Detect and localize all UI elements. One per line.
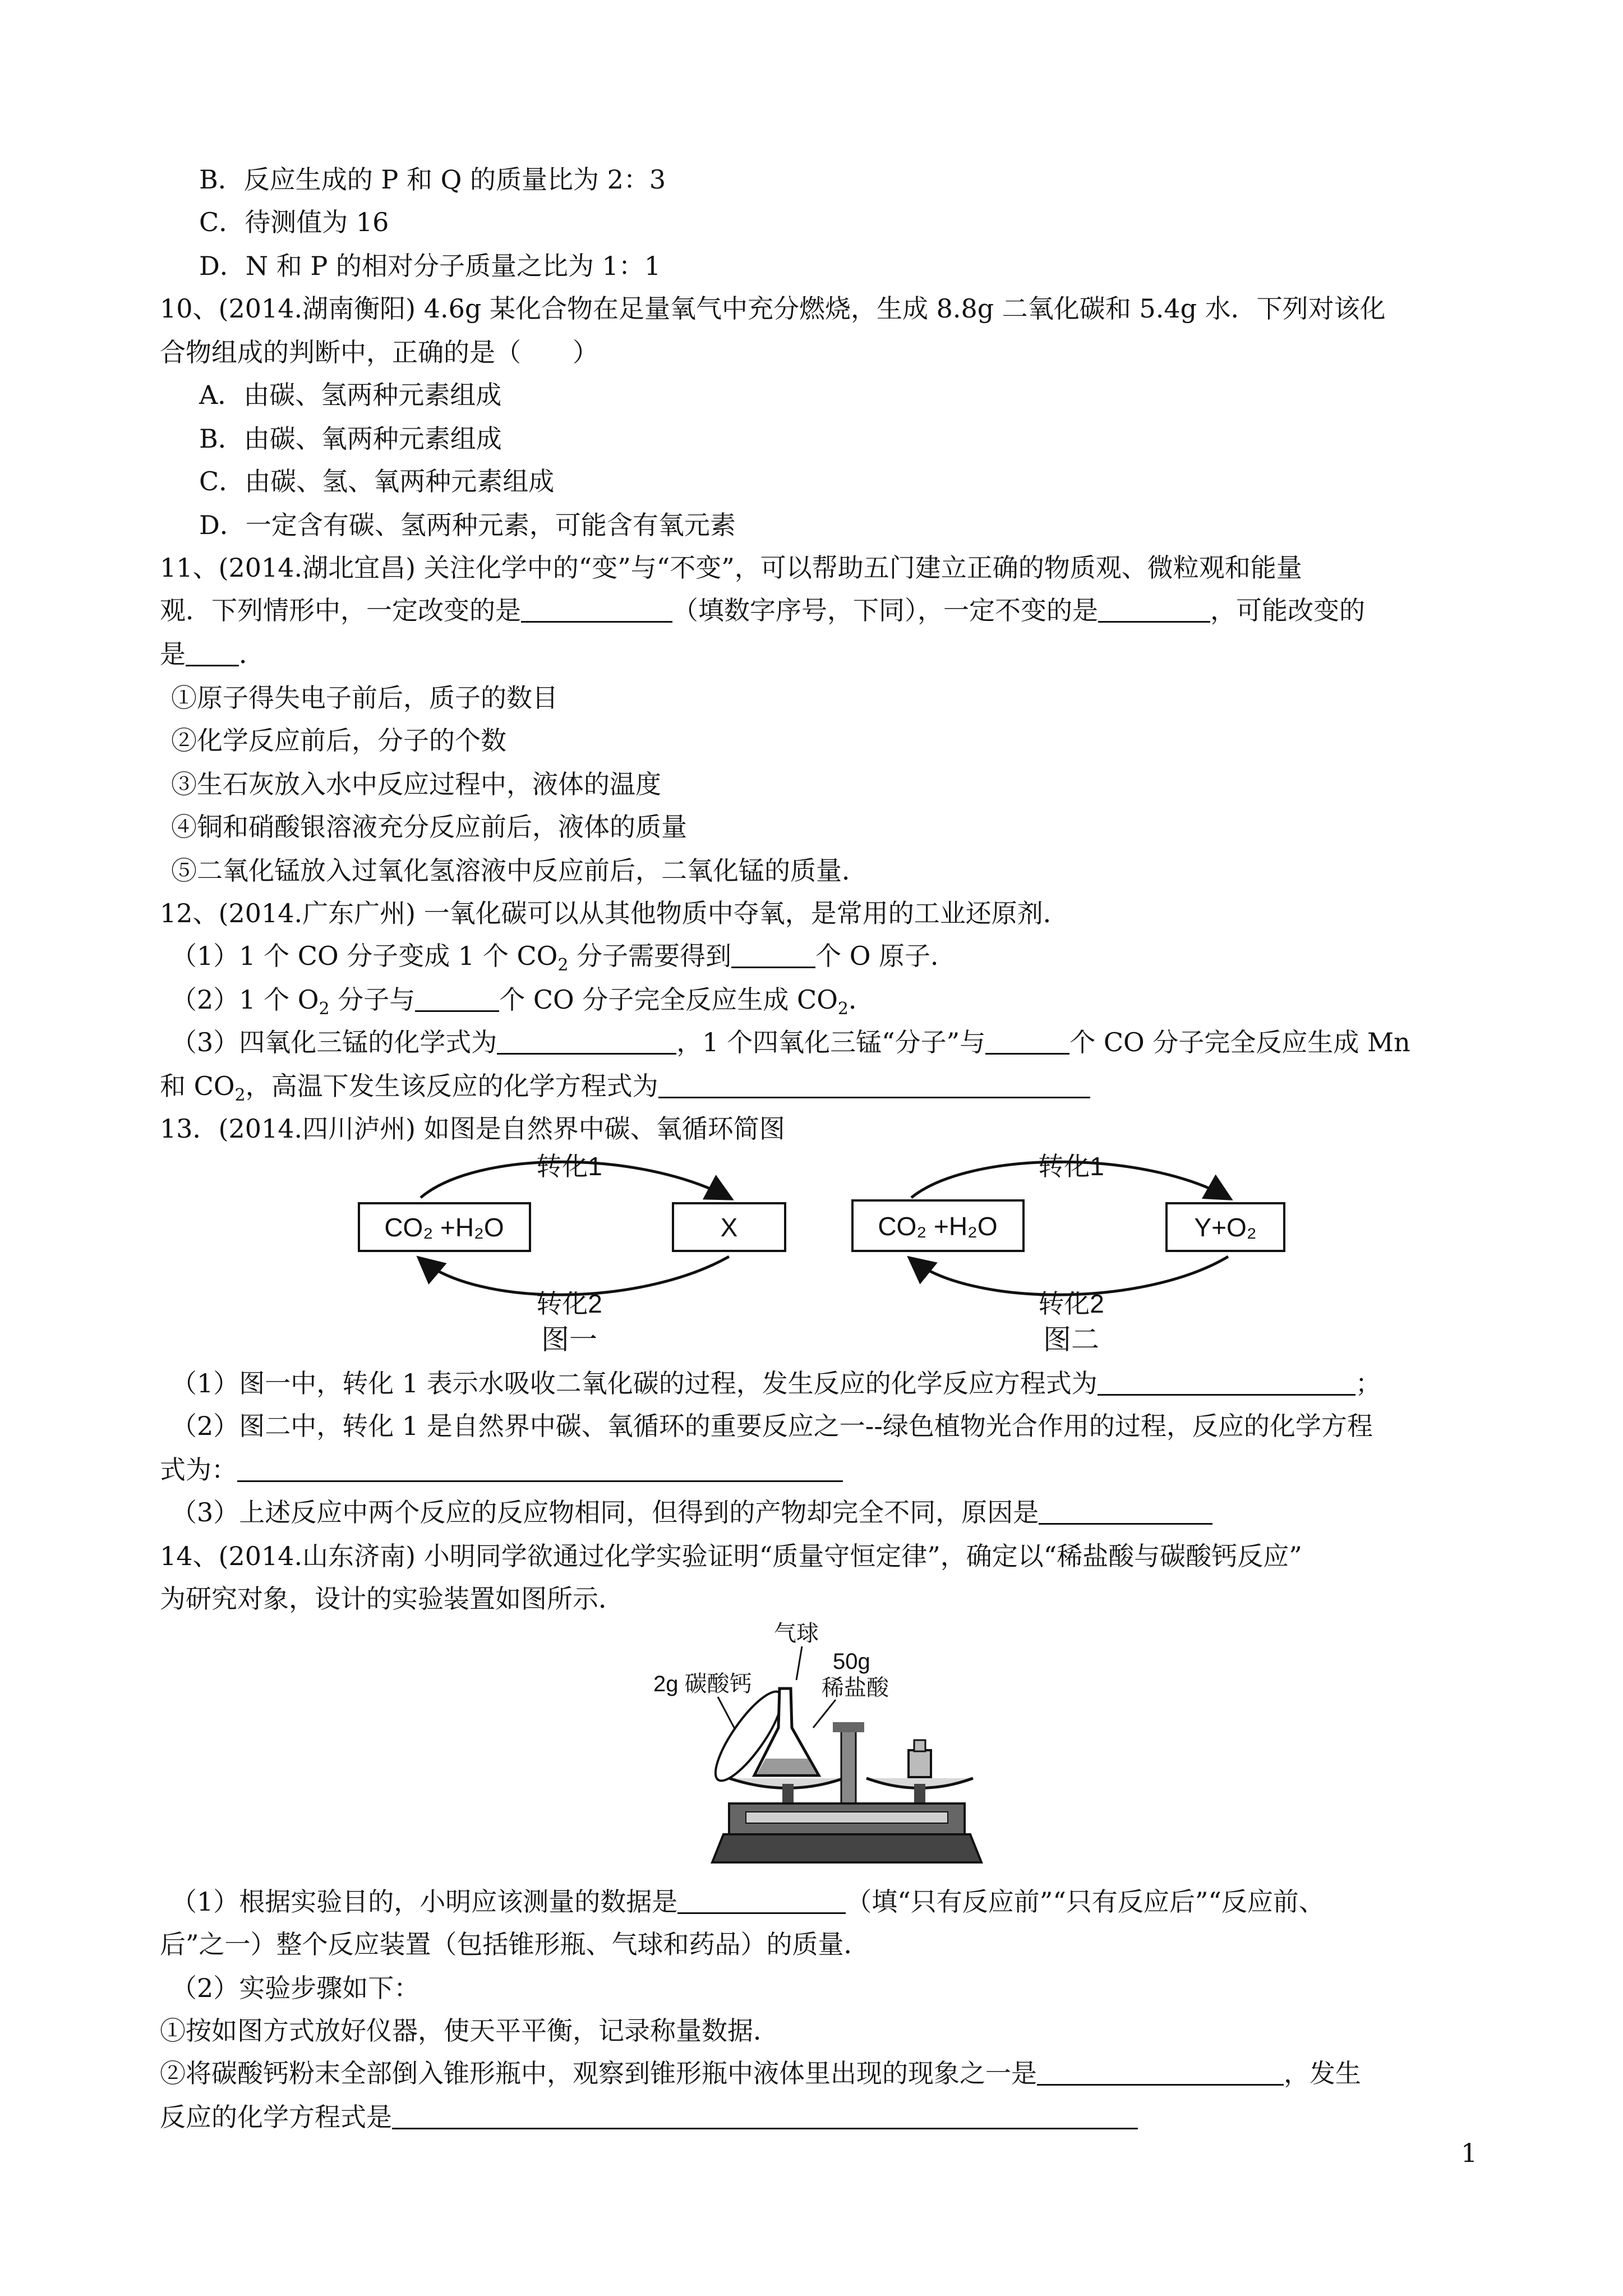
q13-part3-text: （3）上述反应中两个反应的反应物相同，但得到的产物却完全不同，原因是 <box>171 1497 1039 1527</box>
q11-item: ⑤二氧化锰放入过氧化氢溶液中反应前后，二氧化锰的质量． <box>171 855 868 886</box>
q10-option-d: D．一定含有碳、氢两种元素，可能含有氧元素 <box>199 510 736 540</box>
q12-part2-text-c: 个 CO 分子完全反应生成 CO <box>499 984 838 1015</box>
q14-blank-3[interactable] <box>392 2103 1138 2129</box>
q12-part1 <box>171 935 956 977</box>
page-number: 1 <box>1461 2138 1478 2168</box>
q13-blank-1[interactable] <box>1098 1369 1355 1396</box>
q12-part3-line2 <box>160 1065 1090 1107</box>
q11-item: ①原子得失电子前后，质子的数目 <box>171 683 558 713</box>
subscript: 2 <box>557 955 569 976</box>
q12-part3-line1 <box>171 1021 1410 1064</box>
fig2-right-box: Y+O₂ <box>1194 1213 1257 1242</box>
q12-stem: 12、(2014.广东广州) 一氧化碳可以从其他物质中夺氧，是常用的工业还原剂． <box>160 898 1069 928</box>
q11-blank-changed[interactable] <box>521 596 672 623</box>
q10-option-a: A．由碳、氢两种元素组成 <box>199 380 502 410</box>
q12-blank-3[interactable] <box>497 1028 676 1055</box>
mass-label: 50g <box>833 1649 870 1674</box>
fig2-top-label: 转化1 <box>1038 1152 1104 1181</box>
q12-part2-text-d: ． <box>849 984 874 1015</box>
q10-stem-line1: 10、(2014.湖南衡阳) 4.6g 某化合物在足量氧气中充分燃烧，生成 8.8g 二氧化碳和 5.4g 水．下列对该化 <box>160 293 1386 324</box>
subscript: 2 <box>319 999 330 1019</box>
fig1-top-label: 转化1 <box>536 1152 602 1181</box>
balloon-label: 气球 <box>774 1621 819 1646</box>
q13-part1 <box>171 1362 1381 1405</box>
q13-part2-text: 式为： <box>160 1455 237 1485</box>
subscript: 2 <box>837 999 849 1019</box>
q14-stem-line2: 为研究对象，设计的实验装置如图所示． <box>160 1584 624 1614</box>
q11-item: ②化学反应前后，分子的个数 <box>171 725 506 756</box>
figure-2-diagram <box>852 1152 1284 1355</box>
q13-part2-line2 <box>160 1448 843 1491</box>
q13-blank-3[interactable] <box>1039 1498 1212 1525</box>
q10-option-c: C．由碳、氢、氧两种元素组成 <box>199 466 555 496</box>
q14-part1-line1 <box>171 1880 1325 1923</box>
q14-part2: （2）实验步骤如下： <box>171 1973 420 2003</box>
q12-part2-text-a: （2）1 个 O <box>171 984 319 1015</box>
q11-stem-line3 <box>160 633 265 675</box>
q14-blank-2[interactable] <box>1037 2059 1284 2086</box>
q11-stem-text-d: 是 <box>160 639 186 669</box>
q9-option-d: D．N 和 P 的相对分子质量之比为 1：1 <box>199 251 661 281</box>
q11-blank-possible[interactable] <box>186 640 239 666</box>
q13-part2-line1: （2）图二中，转化 1 是自然界中碳、氧循环的重要反应之一--绿色植物光合作用的过程，反应的化学方程 <box>171 1411 1373 1441</box>
carbon-oxygen-cycle-diagrams <box>348 1144 1357 1358</box>
q13-part1-text: （1）图一中，转化 1 表示水吸收二氧化碳的过程，发生反应的化学反应方程式为 <box>171 1368 1098 1398</box>
q14-step2-line2 <box>160 2096 1138 2138</box>
q11-stem-line2 <box>160 589 1365 632</box>
fig1-left-box: CO₂ +H₂O <box>384 1213 504 1242</box>
caco3-label: 2g 碳酸钙 <box>653 1672 752 1696</box>
hcl-label: 稀盐酸 <box>822 1676 889 1700</box>
q14-step2-text-a: ②将碳酸钙粉末全部倒入锥形瓶中，观察到锥形瓶中液体里出现的现象之一是 <box>160 2058 1037 2088</box>
q12-blank-2[interactable] <box>415 986 499 1012</box>
q10-stem-line2: 合物组成的判断中，正确的是（ ） <box>160 337 598 367</box>
q12-part3-text-b: ，1 个四氧化三锰“分子”与 <box>676 1027 986 1057</box>
q14-step2-text-b: ，发生 <box>1284 2058 1361 2088</box>
q12-part1-text-b: 分子需要得到 <box>568 941 732 971</box>
q11-item: ③生石灰放入水中反应过程中，液体的温度 <box>171 769 661 799</box>
q12-part1-text-a: （1）1 个 CO 分子变成 1 个 CO <box>171 941 558 971</box>
q14-part1-text-a: （1）根据实验目的，小明应该测量的数据是 <box>171 1887 678 1917</box>
q11-stem-text-a: 观．下列情形中，一定改变的是 <box>160 595 521 625</box>
fig2-left-box: CO₂ +H₂O <box>878 1212 998 1241</box>
q12-part1-text-c: 个 O 原子． <box>815 941 957 971</box>
subscript: 2 <box>234 1085 246 1106</box>
q11-blank-unchanged[interactable] <box>1098 596 1210 623</box>
q9-option-b: B．反应生成的 P 和 Q 的质量比为 2：3 <box>199 164 666 195</box>
q12-part3-text-a: （3）四氧化三锰的化学式为 <box>171 1027 497 1057</box>
q9-option-c: C．待测值为 16 <box>199 207 389 237</box>
q14-step2-text-c: 反应的化学方程式是 <box>160 2102 392 2132</box>
q11-item: ④铜和硝酸银溶液充分反应前后，液体的质量 <box>171 812 687 842</box>
q11-stem-text-b: （填数字序号，下同），一定不变的是 <box>672 595 1098 625</box>
weight-icon <box>909 1750 931 1777</box>
q14-step1: ①按如图方式放好仪器，使天平平衡，记录称量数据． <box>160 2016 779 2046</box>
q12-part3-text-d: 和 CO <box>160 1071 235 1101</box>
q14-part1-line2: 后”之一）整个反应装置（包括锥形瓶、气球和药品）的质量． <box>160 1929 870 1959</box>
q12-part3-text-e: ，高温下发生该反应的化学方程式为 <box>245 1071 658 1101</box>
q12-part3-text-c: 个 CO 分子完全反应生成 Mn <box>1069 1027 1410 1057</box>
figure-1-diagram <box>359 1152 785 1355</box>
q10-option-b: B．由碳、氧两种元素组成 <box>199 424 502 454</box>
q11-stem-line1: 11、(2014.湖北宜昌) 关注化学中的“变”与“不变”，可以帮助五门建立正确的物质观、微粒观和能量 <box>160 553 1302 583</box>
q12-part2-text-b: 分子与 <box>329 984 416 1015</box>
q13-part3 <box>171 1491 1212 1534</box>
q14-step2-line1 <box>160 2052 1361 2095</box>
q12-blank-1[interactable] <box>731 942 815 968</box>
q12-blank-4[interactable] <box>985 1028 1069 1055</box>
fig1-right-box: X <box>720 1213 738 1242</box>
q12-blank-5[interactable] <box>658 1072 1090 1098</box>
fig2-caption: 图二 <box>1043 1324 1099 1355</box>
q13-blank-2[interactable] <box>237 1456 843 1482</box>
q13-part1-end: ； <box>1355 1368 1381 1398</box>
q14-stem-line1: 14、(2014.山东济南) 小明同学欲通过化学实验证明“质量守恒定律”，确定以“稀盐酸与碳酸钙反应” <box>160 1541 1302 1571</box>
fig1-bottom-label: 转化2 <box>536 1289 602 1318</box>
q14-part1-text-b: （填“只有反应前”“只有反应后”“反应前、 <box>846 1887 1325 1917</box>
q14-blank-1[interactable] <box>677 1888 846 1914</box>
q12-part2 <box>171 978 874 1021</box>
q11-stem-text-c: ，可能改变的 <box>1210 595 1365 625</box>
balance-experiment-figure <box>645 1616 1026 1871</box>
q13-stem: 13．(2014.四川泸州) 如图是自然界中碳、氧循环简图 <box>160 1114 785 1144</box>
q11-stem-text-e: ． <box>239 639 265 669</box>
fig1-caption: 图一 <box>541 1324 597 1355</box>
fig2-bottom-label: 转化2 <box>1038 1289 1104 1318</box>
